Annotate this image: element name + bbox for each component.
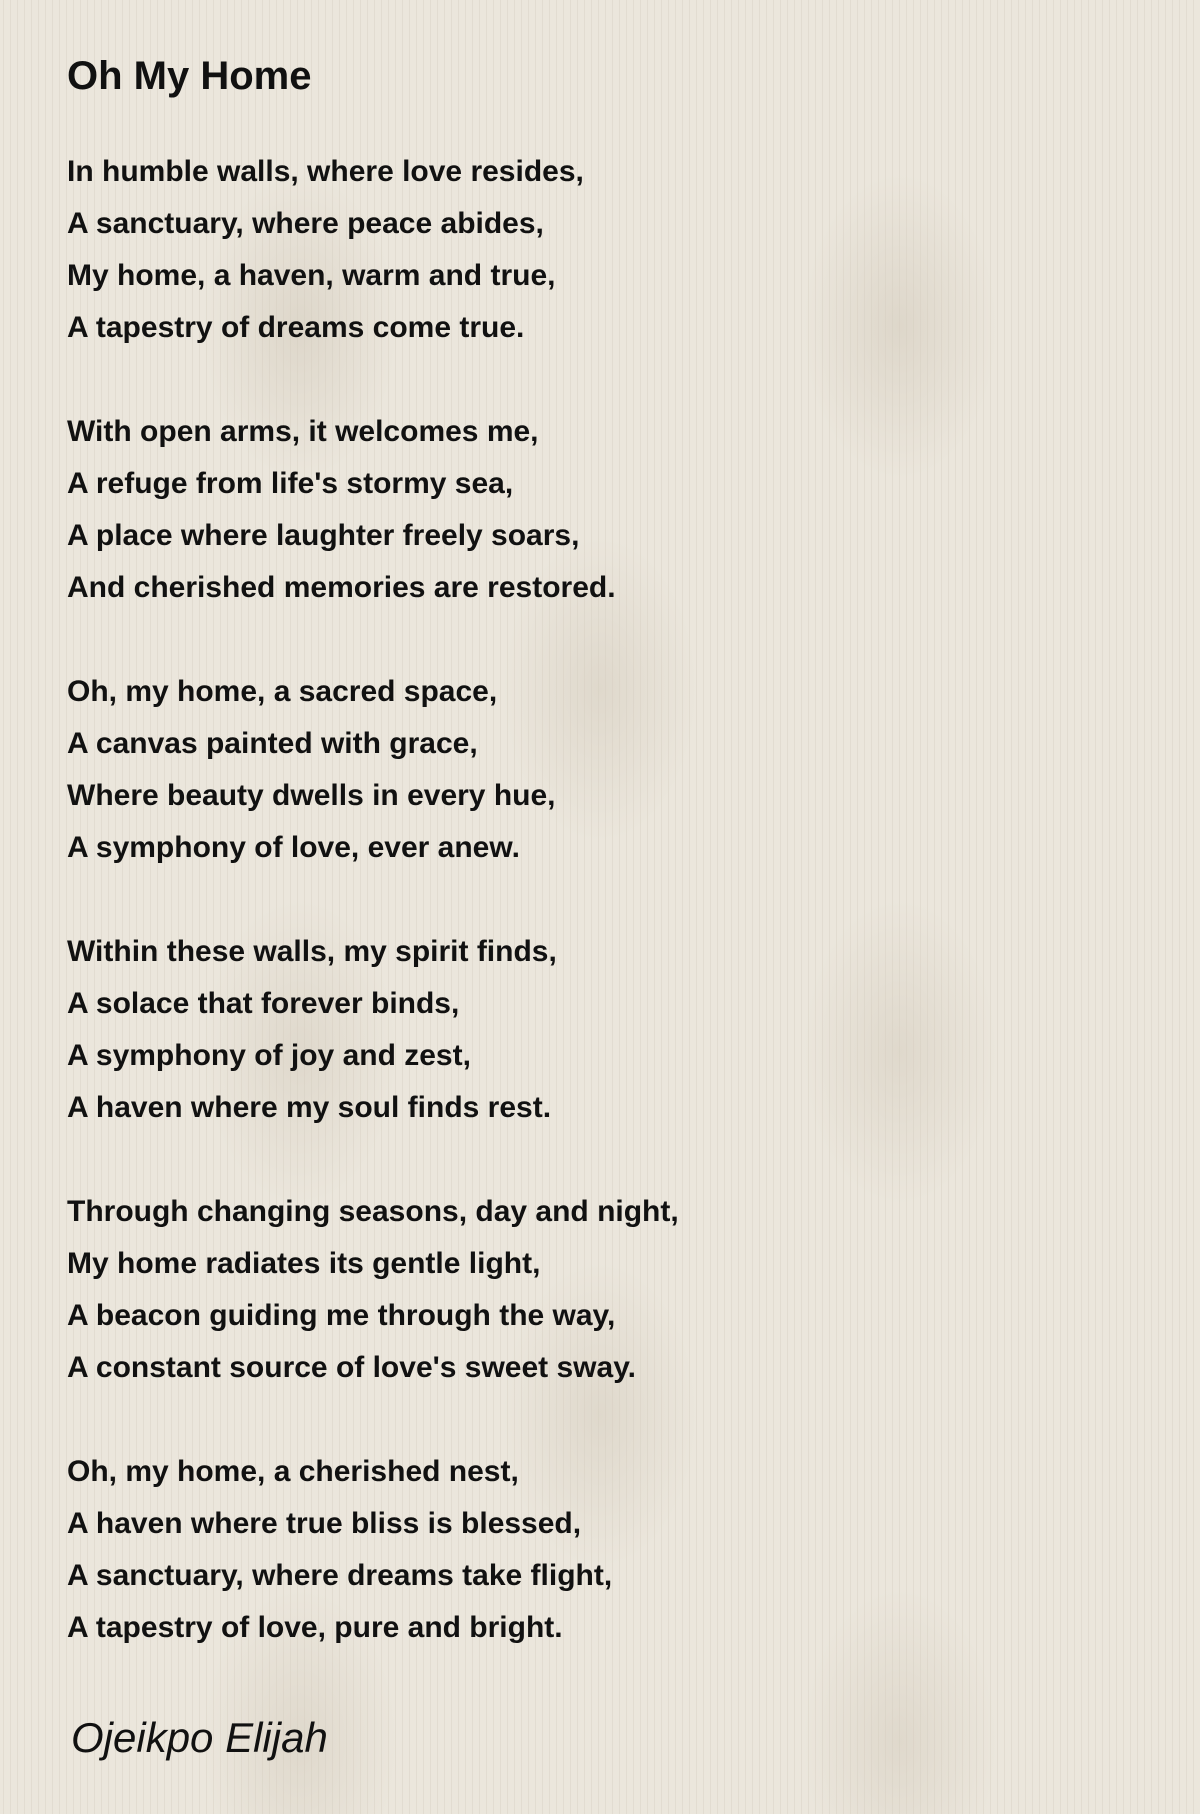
poem-line: A constant source of love's sweet sway.: [67, 1351, 636, 1384]
poem-line: With open arms, it welcomes me,: [67, 415, 539, 448]
stanza-5: [67, 1186, 679, 1394]
stanza-3: [67, 666, 679, 874]
poem-line: A sanctuary, where peace abides,: [67, 207, 544, 240]
poem-line: Within these walls, my spirit finds,: [67, 935, 557, 968]
poem-line: A canvas painted with grace,: [67, 727, 478, 760]
poem-line: Where beauty dwells in every hue,: [67, 779, 556, 812]
poem-line: In humble walls, where love resides,: [67, 155, 584, 188]
poem-line: A tapestry of love, pure and bright.: [67, 1611, 563, 1644]
stanza-2: [67, 406, 679, 614]
poem-line: A haven where my soul finds rest.: [67, 1091, 552, 1124]
poem-author: Ojeikpo Elijah: [71, 1714, 328, 1761]
stanza-4: [67, 926, 679, 1134]
poem-line: A tapestry of dreams come true.: [67, 311, 525, 344]
poem-line: Through changing seasons, day and night,: [67, 1195, 679, 1228]
poem-line: A refuge from life's stormy sea,: [67, 467, 514, 500]
poem-line: A place where laughter freely soars,: [67, 519, 580, 552]
stanza-6: [67, 1446, 679, 1654]
poem-line: Oh, my home, a cherished nest,: [67, 1455, 519, 1488]
poem-line: A solace that forever binds,: [67, 987, 460, 1020]
stanza-1: [67, 146, 679, 354]
poem-line: A haven where true bliss is blessed,: [67, 1507, 582, 1540]
poem-title: Oh My Home: [67, 54, 312, 98]
poem-line: A symphony of love, ever anew.: [67, 831, 520, 864]
poem-line: My home, a haven, warm and true,: [67, 259, 556, 292]
poem-line: And cherished memories are restored.: [67, 571, 616, 604]
poem-line: My home radiates its gentle light,: [67, 1247, 541, 1280]
poem-line: Oh, my home, a sacred space,: [67, 675, 498, 708]
poem-body: [67, 146, 679, 1706]
poem-line: A sanctuary, where dreams take flight,: [67, 1559, 613, 1592]
poem-line: A symphony of joy and zest,: [67, 1039, 471, 1072]
poem-line: A beacon guiding me through the way,: [67, 1299, 616, 1332]
